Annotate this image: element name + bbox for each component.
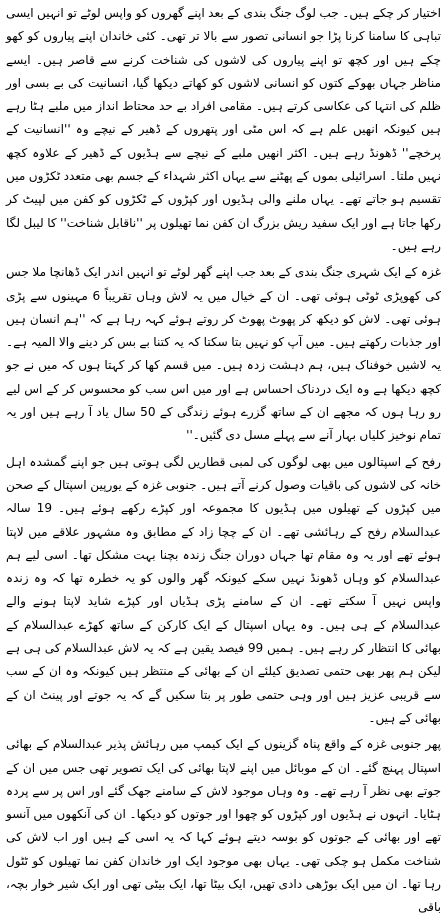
paragraph-3: رفح کے اسپتالوں میں بھی لوگوں کی لمبی قطاریں لگی ہوتی ہیں جو اپنے گمشدہ اہل خانہ کی لاشوں کی باقیات وصول کرنے آتے ہیں۔ جنوبی غزہ کے یورپین اسپتال کے صحن میں کپڑوں کے تھیلوں میں ہڈیوں کا مجموعہ اور کپڑے رکھے ہوئے ہیں۔ 19 سالہ عبدالسلام رفح کے رہائشی تھے۔ ان کے چچا زاد کے مطابق وہ مشہور علاقے میں لاپتا ہوئے تھے اور یہ وہ مقام تھا جہاں دوران جنگ زندہ بچنا بہت مشکل تھا۔ اسی لیے ہم عبدالسلام کو وہاں ڈھونڈ نہیں سکے کیونکہ گھر والوں کو یہ خطرہ تھا کہ وہ زندہ واپس نہیں آ سکتے تھے۔ ان کے سامنے پڑی ہڈیاں اور کپڑے شاید لاپتا ہونے والے عبدالسلام کے ہی ہیں۔ وہ یہاں اسپتال کے ایک کارکن کے ساتھ کھڑے عبدالسلام کے بھائی کا انتظار کر رہے ہیں۔ ہمیں 99 فیصد یقین ہے کہ یہ لاش عبدالسلام کی ہی ہے لیکن ہم پھر بھی حتمی تصدیق کیلئے ان کے بھائی کے منتظر ہیں کیونکہ وہ ان کے سب سے قریبی عزیز ہیں اور وہی حتمی طور پر بتا سکیں گے کہ یہ جوتے اور پینٹ ان کے بھائی کے ہیں۔	[6, 454, 441, 725]
paragraph-4: پھر جنوبی غزہ کے واقع پناہ گزینوں کے ایک کیمپ میں رہائش پذیر عبدالسلام کے بھائی اسپتال پہنچ گئے۔ ان کے موبائل میں اپنے لاپتا بھائی کی ایک تصویر تھی جس میں ان کے جوتے بھی نظر آ رہے تھے۔ وہ وہاں موجود لاش کے سامنے جھک گئے اور اس پر سے پردہ ہٹایا۔ انہوں نے ہڈیوں اور کپڑوں کو چھوا اور جوتوں کو دیکھا۔ ان کی آنکھوں میں آنسو تھے اور بھائی کے جوتوں کو بوسہ دیتے ہوئے کہا کہ یہ اسی کے ہیں اور اب لاش کی شناخت مکمل ہو چکی تھی۔ یہاں بھی موجود ایک اور خاندان کفن نما تھیلوں کو ٹٹول رہا تھا۔ ان میں ایک بوڑھی دادی تھیں، ایک بیٹا تھا، ایک بیٹی تھی اور ایک شیر خوار بچہ، باقی	[6, 737, 441, 915]
paragraph-2: غزہ کے ایک شہری جنگ بندی کے بعد جب اپنے گھر لوٹے تو انہیں اندر ایک ڈھانچا ملا جس کی کھوپڑی ٹوٹی ہوئی تھی۔ ان کے خیال میں یہ لاش وہاں تقریباً 6 مہینوں سے پڑی ہوئی تھی۔ لاش کو دیکھ کر پھوٹ پھوٹ کر روتے ہوئے کہہ رہا ہے کہ ''ہم انسان ہیں اور جذبات رکھتے ہیں۔ میں آپ کو نہیں بتا سکتا کہ یہ کتنا بے بس کر دینے والا المیہ ہے۔ یہ لاشیں خوفناک ہیں، ہم دہشت زدہ ہیں۔ میں قسم کھا کر کہتا ہوں کہ میں نے جو کچھ دیکھا ہے وہ ایک دردناک احساس ہے اور میں اس سب کو محسوس کر کے اس لیے رو رہا ہوں کہ مجھے ان کے ساتھ گزرے ہوئے زندگی کے 50 سال یاد آ رہے ہیں اور یہ تمام نوخیز کلیاں بہار آنے سے پہلے مسل دی گئیں۔''	[6, 265, 441, 443]
paragraph-1: اختیار کر چکے ہیں۔ جب لوگ جنگ بندی کے بعد اپنے گھروں کو واپس لوٹے تو انہیں ایسی تباہی کا سامنا کرنا پڑا جو انسانی تصور سے بالا تر تھی۔ کئی خاندان اپنے پیاروں کو کھو چکے ہیں اور کچھ تو اپنے پیاروں کی لاشوں کی شناخت کرنے سے قاصر ہیں۔ ایسے مناظر جہاں بھوکے کتوں کو انسانی لاشوں کو کھاتے دیکھا گیا، انسانیت کی بے بسی اور ظلم کی انتہا کی عکاسی کرتے ہیں۔ مقامی افراد بے حد محتاط انداز میں ملبے ہٹا رہے ہیں کیونکہ انھیں علم ہے کہ اس مٹی اور پتھروں کے ڈھیر کے نیچے وہ ''انسانیت کے پرخچے'' ڈھونڈ رہے ہیں۔ اکثر انھیں ملبے کے نیچے سے ہڈیوں کے ڈھیر کے علاوہ کچھ نہیں ملتا۔ اسرائیلی بموں کے پھٹنے سے یہاں اکثر شہداء کے جسم بھی متعدد ٹکڑوں میں تقسیم ہو جاتے تھے۔ یہاں ملنے والی ہڈیوں اور کپڑوں کے ٹکڑوں کو کفن میں لپیٹ کر رکھا جاتا ہے اور ایک سفید ریش بزرگ ان کفن نما تھیلوں پر ''ناقابل شناخت'' کا لیبل لگا رہے ہیں۔	[6, 6, 441, 253]
